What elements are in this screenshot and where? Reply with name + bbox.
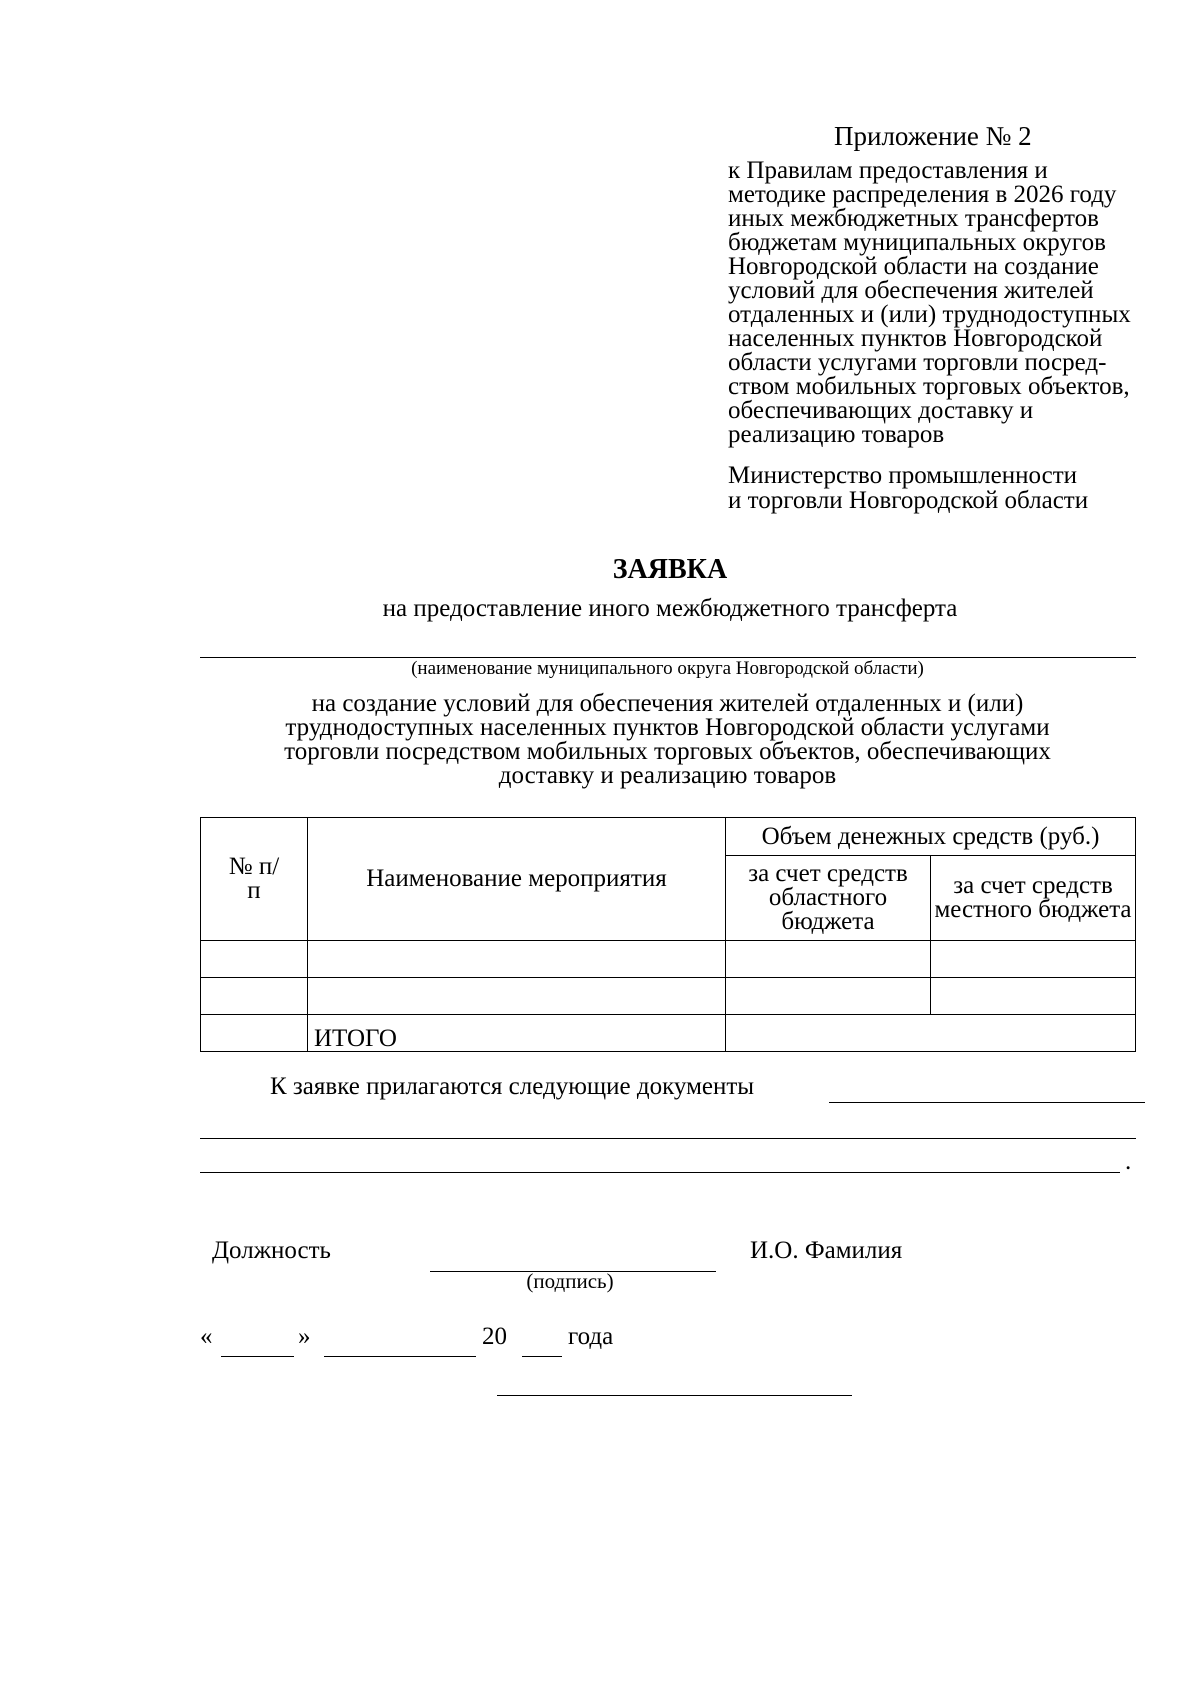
total-label: ИТОГО [308,1015,726,1052]
col-name-header: Наименование мероприятия [308,818,726,941]
documents-fill-line-3[interactable] [200,1172,1120,1173]
appendix-line: к Правилам предоставления и [728,157,1048,184]
col-funds-header: Объем денежных средств (руб.) [726,818,1136,856]
row-local-cell[interactable] [931,978,1136,1015]
appendix-line: населенных пунктов Новгородской [728,325,1103,352]
purpose-line: доставку и реализацию товаров [498,762,837,789]
appendix-line: Новгородской области на создание [728,253,1099,280]
col-regional-header: за счет средств областного бюджета [726,856,931,941]
appendix-line: условий для обеспечения жителей [728,277,1094,304]
signature-caption: (подпись) [526,1269,614,1293]
documents-fill-line-1[interactable] [829,1102,1145,1103]
addressee-line-1: Министерство промышленности [728,462,1078,489]
position-label: Должность [212,1237,331,1264]
col-number-header: № п/п [201,818,308,941]
date-year-line[interactable] [522,1356,562,1357]
document-subtitle: на предоставление иного межбюджетного трансферта [382,595,958,622]
documents-fill-line-2[interactable] [200,1138,1136,1139]
total-value-cell[interactable] [726,1015,1136,1052]
municipality-caption: (наименование муниципального округа Новгородской области) [411,658,924,679]
appendix-text [728,159,1198,447]
col-local-header: за счет средств местного бюджета [931,856,1136,941]
purpose-line: торговли посредством мобильных торговых объектов, обеспечивающих [284,738,1051,765]
appendix-line: бюджетам муниципальных округов [728,229,1106,256]
appendix-line: иных межбюджетных трансфертов [728,205,1099,232]
row-local-cell[interactable] [931,941,1136,978]
documents-period: . [1125,1148,1132,1175]
row-regional-cell[interactable] [726,941,931,978]
purpose-text [200,692,1135,788]
date-open-quote: « [200,1323,213,1350]
table-row [201,941,1136,978]
row-number-cell[interactable] [201,978,308,1015]
date-year-suffix: года [568,1323,614,1350]
purpose-line: на создание условий для обеспечения жителей отдаленных и (или) [311,690,1024,717]
addressee [728,463,1088,513]
documents-label: К заявке прилагаются следующие документы [270,1073,755,1100]
appendix-line: отдаленных и (или) труднодоступных [728,301,1131,328]
table-row [201,978,1136,1015]
appendix-line: реализацию товаров [728,421,945,448]
date-day-line[interactable] [221,1356,294,1357]
row-name-cell[interactable] [308,978,726,1015]
date-close-quote: » [298,1323,311,1350]
appendix-line: области услугами торговли посред- [728,349,1107,376]
date-month-line[interactable] [324,1356,476,1357]
appendix-line: ством мобильных торговых объектов, [728,373,1130,400]
addressee-line-2: и торговли Новгородской области [728,487,1089,514]
total-number-cell [201,1015,308,1052]
appendix-title: Приложение № 2 [834,121,1032,151]
row-regional-cell[interactable] [726,978,931,1015]
full-name-label: И.О. Фамилия [750,1237,903,1264]
appendix-line: методике распределения в 2026 году [728,181,1117,208]
date-year-prefix: 20 [482,1323,507,1350]
purpose-line: труднодоступных населенных пунктов Новгородской области услугами [285,714,1050,741]
stamp-line[interactable] [497,1395,852,1396]
row-name-cell[interactable] [308,941,726,978]
total-row [201,1015,1136,1052]
request-table [200,817,1136,1052]
appendix-line: обеспечивающих доставку и [728,397,1034,424]
row-number-cell[interactable] [201,941,308,978]
document-title: ЗАЯВКА [612,554,728,585]
